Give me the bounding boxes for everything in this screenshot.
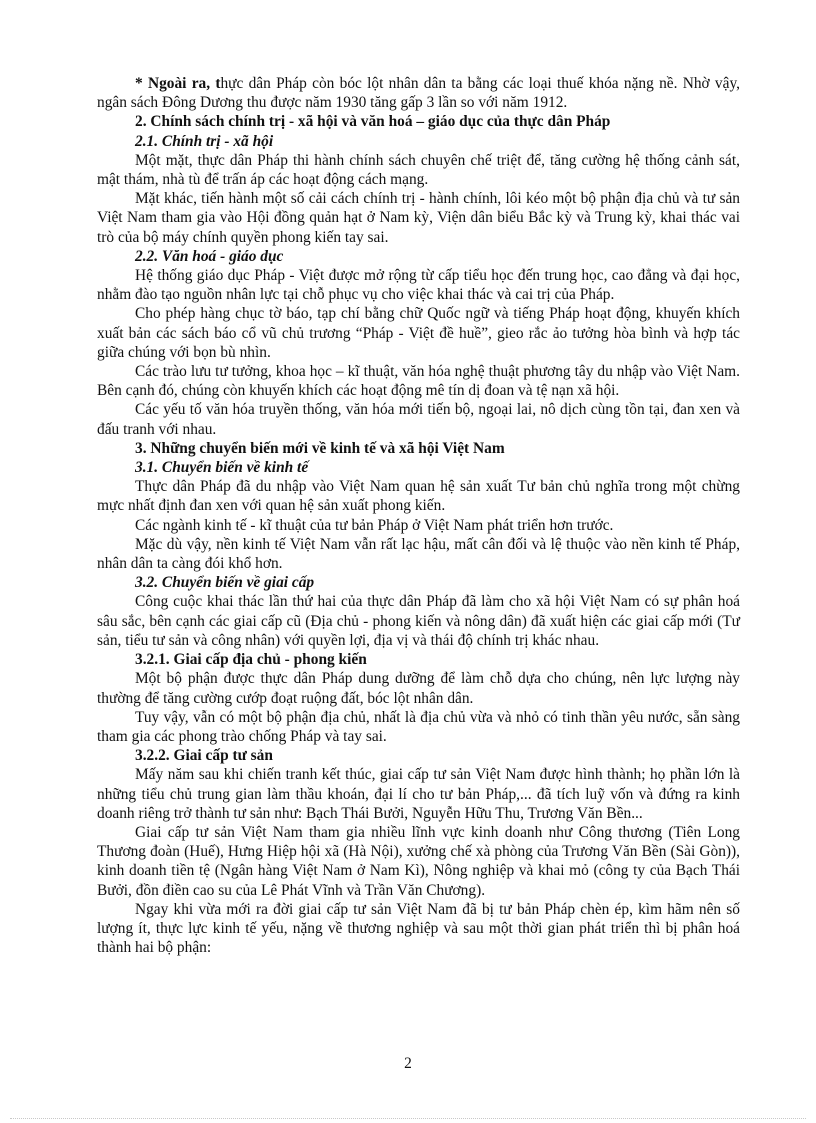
page-number: 2 — [404, 1055, 412, 1072]
heading-2: 2. Chính sách chính trị - xã hội và văn hoá – giáo dục của thực dân Pháp — [135, 113, 611, 131]
heading-3-2-2: 3.2.2. Giai cấp tư sản — [135, 747, 273, 765]
intro-bold: * Ngoài ra, t — [135, 75, 221, 92]
paragraph: Công cuộc khai thác lần thứ hai của thực dân Pháp đã làm cho xã hội Việt Nam có sự phân hoá sâu sắc, bên cạnh các giai cấp cũ (Địa chủ - phong kiến và nông dân) đã xuất hiện các giai cấp mới (Tư sản, tiểu tư sản và công nhân) với quyền lợi, địa vị và thái độ chính trị khác nhau. — [97, 593, 740, 649]
paragraph: Giai cấp tư sản Việt Nam tham gia nhiều lĩnh vực kinh doanh như Công thương (Tiên Long Thương đoàn (Huế), Hưng Hiệp hội xã (Hà Nội), xưởng chế xà phòng của Trương Văn Bền (Sài Gòn)), kinh doanh tiền tệ (Ngân hàng Việt Nam ở Nam Kì), Nông nghiệp và khai mỏ (công ty của Bạch Thái Bưởi, đồn điền cao su của Lê Phát Vĩnh và Trần Văn Chương). — [97, 823, 740, 899]
heading-3-2: 3.2. Chuyển biến về giai cấp — [135, 574, 315, 592]
paragraph: Mặc dù vậy, nền kinh tế Việt Nam vẫn rất lạc hậu, mất cân đối và lệ thuộc vào nền kinh tế Pháp, nhân dân ta càng đói khổ hơn. — [97, 535, 740, 573]
paragraph: Thực dân Pháp đã du nhập vào Việt Nam quan hệ sản xuất Tư bản chủ nghĩa trong một chừng mực nhất định đan xen với quan hệ sản xuất phong kiến. — [97, 478, 740, 515]
paragraph: Một mặt, thực dân Pháp thi hành chính sách chuyên chế triệt để, tăng cường hệ thống cảnh sát, mật thám, nhà tù để trấn áp các hoạt động cách mạng. — [97, 151, 740, 189]
paragraph: Một bộ phận được thực dân Pháp dung dưỡng để làm chỗ dựa cho chúng, nên lực lượng này thường để tăng cường cướp đoạt ruộng đất, bóc lột nhân dân. — [97, 670, 740, 707]
paragraph: Các trào lưu tư tưởng, khoa học – kĩ thuật, văn hóa nghệ thuật phương tây du nhập vào Việt Nam. Bên cạnh đó, chúng còn khuyến khích các hoạt động mê tín dị đoan và tệ nạn xã hội. — [97, 363, 740, 400]
heading-2-2: 2.2. Văn hoá - giáo dục — [135, 247, 284, 265]
intro-paragraph — [97, 74, 740, 112]
paragraph: Mấy năm sau khi chiến tranh kết thúc, giai cấp tư sản Việt Nam được hình thành; họ phần lớn là những tiểu chủ trung gian làm thầu khoán, đại lí cho tư bản Pháp,... đã tích luỹ vốn và đứng ra kinh doanh riêng trở thành tư sản như: Bạch Thái Bưởi, Nguyễn Hữu Thu, Trương Văn Bền... — [97, 766, 740, 822]
paragraph: Hệ thống giáo dục Pháp - Việt được mở rộng từ cấp tiểu học đến trung học, cao đẳng và đại học, nhằm đào tạo nguồn nhân lực tại chỗ phục vụ cho việc khai thác và cai trị của Pháp. — [97, 267, 740, 304]
paragraph: Các yếu tố văn hóa truyền thống, văn hóa mới tiến bộ, ngoại lai, nô dịch cùng tồn tại, đan xen và đấu tranh với nhau. — [97, 401, 740, 438]
paragraph: Các ngành kinh tế - kĩ thuật của tư bản Pháp ở Việt Nam phát triển hơn trước. — [135, 516, 614, 534]
paragraph: Mặt khác, tiến hành một số cải cách chính trị - hành chính, lôi kéo một bộ phận địa chủ và tư sản Việt Nam tham gia vào Hội đồng quản hạt ở Nam kỳ, Viện dân biểu Bắc kỳ và Trung kỳ, khai thác vai trò của bộ máy chính quyền phong kiến tay sai. — [97, 190, 740, 246]
page-bottom-rule — [10, 1118, 806, 1119]
heading-2-1: 2.1. Chính trị - xã hội — [135, 132, 274, 150]
heading-3-2-1: 3.2.1. Giai cấp địa chủ - phong kiến — [135, 651, 367, 669]
intro-text: hực dân Pháp còn bóc lột nhân dân ta bằng các loại thuế khóa nặng nề. Nhờ vậy, ngân sách Đông Dương thu được năm 1930 tăng gấp 3 lần so với năm 1912. — [97, 75, 740, 112]
paragraph: Cho phép hàng chục tờ báo, tạp chí bằng chữ Quốc ngữ và tiếng Pháp hoạt động, khuyến khích xuất bản các sách báo cổ vũ chủ trương “Pháp - Việt đề huề”, gieo rắc ảo tưởng hòa bình và hợp tác giữa chúng với bọn bù nhìn. — [97, 305, 740, 361]
document-body — [97, 74, 740, 957]
heading-3-1: 3.1. Chuyển biến về kinh tế — [135, 459, 309, 477]
paragraph: Ngay khi vừa mới ra đời giai cấp tư sản Việt Nam đã bị tư bản Pháp chèn ép, kìm hãm nên số lượng ít, thực lực kinh tế yếu, nặng về thương nghiệp và sau một thời gian phát triển thì bị phân hoá thành hai bộ phận: — [97, 900, 740, 957]
paragraph: Tuy vậy, vẫn có một bộ phận địa chủ, nhất là địa chủ vừa và nhỏ có tinh thần yêu nước, sẵn sàng tham gia các phong trào chống Pháp và tay sai. — [97, 708, 740, 745]
heading-3: 3. Những chuyển biến mới về kinh tế và xã hội Việt Nam — [135, 439, 505, 457]
